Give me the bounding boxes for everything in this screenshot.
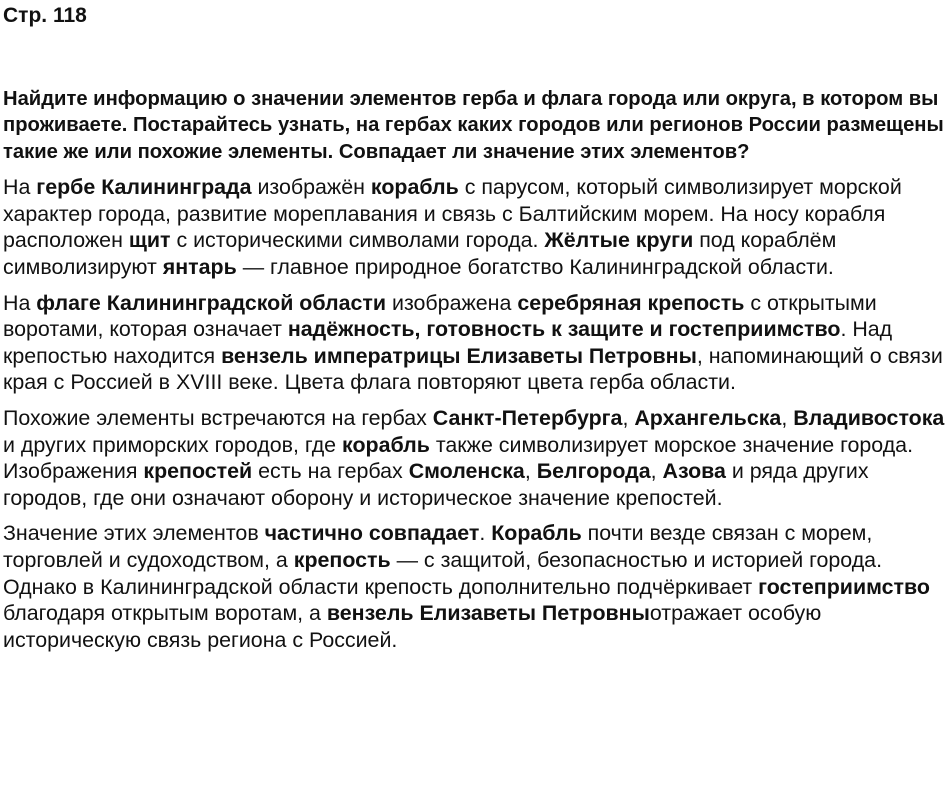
- bold-term: частично совпадает: [264, 521, 480, 546]
- answer-paragraph: [3, 174, 946, 280]
- bold-term: янтарь: [162, 255, 237, 279]
- paragraph-text: почти везде связан с морем, торговлей и судоходством, а: [3, 521, 873, 572]
- paragraph-text: отражает особую историческую связь региона с Россией.: [3, 601, 822, 652]
- paragraph-text: . Над крепостью находится: [3, 317, 893, 368]
- bold-term: крепостей: [143, 459, 253, 484]
- bold-term: надёжность, готовность к защите и гостеприимство: [287, 317, 841, 342]
- paragraph-text: Значение этих элементов: [3, 521, 265, 546]
- paragraph-text: ,: [524, 459, 537, 484]
- task-question: Найдите информацию о значении элементов герба и флага города или округа, в котором вы проживаете. Постарайтесь узнать, на гербах каких городов или регионов России размещены такие же или похожие элементы. Совпадает ли значение этих элементов?: [3, 88, 944, 163]
- paragraph-text: ,: [781, 405, 794, 430]
- answer-paragraph: [3, 290, 946, 396]
- bold-term: корабль: [370, 175, 459, 200]
- bold-term: крепость: [293, 547, 391, 572]
- document-page: [3, 0, 946, 653]
- bold-term: гостеприимство: [758, 574, 930, 599]
- bold-term: щит: [128, 228, 171, 253]
- paragraph-text: также символизирует морское значение города. Изображения: [3, 432, 914, 484]
- paragraph-text: под кораблём символизируют: [3, 228, 837, 279]
- paragraph-text: благодаря открытым воротам, а: [3, 601, 327, 626]
- answer-paragraph: [3, 520, 946, 653]
- bold-term: Корабль: [491, 521, 582, 546]
- bold-term: Белгорода: [536, 459, 651, 484]
- bold-term: Смоленска: [408, 459, 525, 484]
- paragraph-text: На: [3, 175, 37, 200]
- answer-paragraph: [3, 405, 946, 511]
- answer-body: [3, 174, 946, 653]
- paragraph-text: На: [3, 290, 37, 315]
- paragraph-text: и ряда других городов, где они означают оборону и историческое значение крепостей.: [3, 459, 869, 510]
- paragraph-text: , напоминающий о связи края с Россией в XVIII веке. Цвета флага повторяют цвета герба области.: [3, 343, 943, 395]
- paragraph-text: ,: [650, 459, 663, 484]
- paragraph-text: .: [479, 521, 492, 546]
- bold-term: корабль: [342, 432, 430, 457]
- bold-term: гербе Калининграда: [36, 175, 252, 200]
- paragraph-text: с открытыми воротами, которая означает: [3, 290, 877, 342]
- bold-term: Владивостока: [793, 405, 945, 430]
- bold-term: флаге Калининградской области: [36, 290, 387, 315]
- paragraph-text: с историческими символами города.: [170, 228, 545, 253]
- bold-term: вензель императрицы Елизаветы Петровны: [221, 343, 697, 368]
- bold-term: вензель Елизаветы Петровны: [326, 601, 650, 626]
- page-number: Стр. 118: [3, 4, 87, 27]
- bold-term: Архангельска: [634, 405, 782, 430]
- paragraph-text: и других приморских городов, где: [3, 432, 343, 457]
- bold-term: Азова: [662, 459, 726, 484]
- paragraph-text: — с защитой, безопасностью и историей города. Однако в Калининградской области крепость дополнительно подчёркивает: [3, 547, 883, 599]
- bold-term: Санкт-Петербурга: [432, 405, 623, 430]
- paragraph-text: изображена: [386, 290, 518, 315]
- paragraph-text: ,: [622, 405, 635, 430]
- paragraph-text: Похожие элементы встречаются на гербах: [3, 405, 433, 430]
- paragraph-text: с парусом, который символизирует морской характер города, развитие мореплавания и связь с Балтийским морем. На носу корабля расположен: [3, 175, 902, 253]
- bold-term: Жёлтые круги: [544, 228, 694, 253]
- paragraph-text: — главное природное богатство Калининградской области.: [236, 255, 834, 279]
- paragraph-text: изображён: [251, 175, 371, 200]
- paragraph-text: есть на гербах: [252, 459, 409, 484]
- bold-term: серебряная крепость: [517, 290, 745, 315]
